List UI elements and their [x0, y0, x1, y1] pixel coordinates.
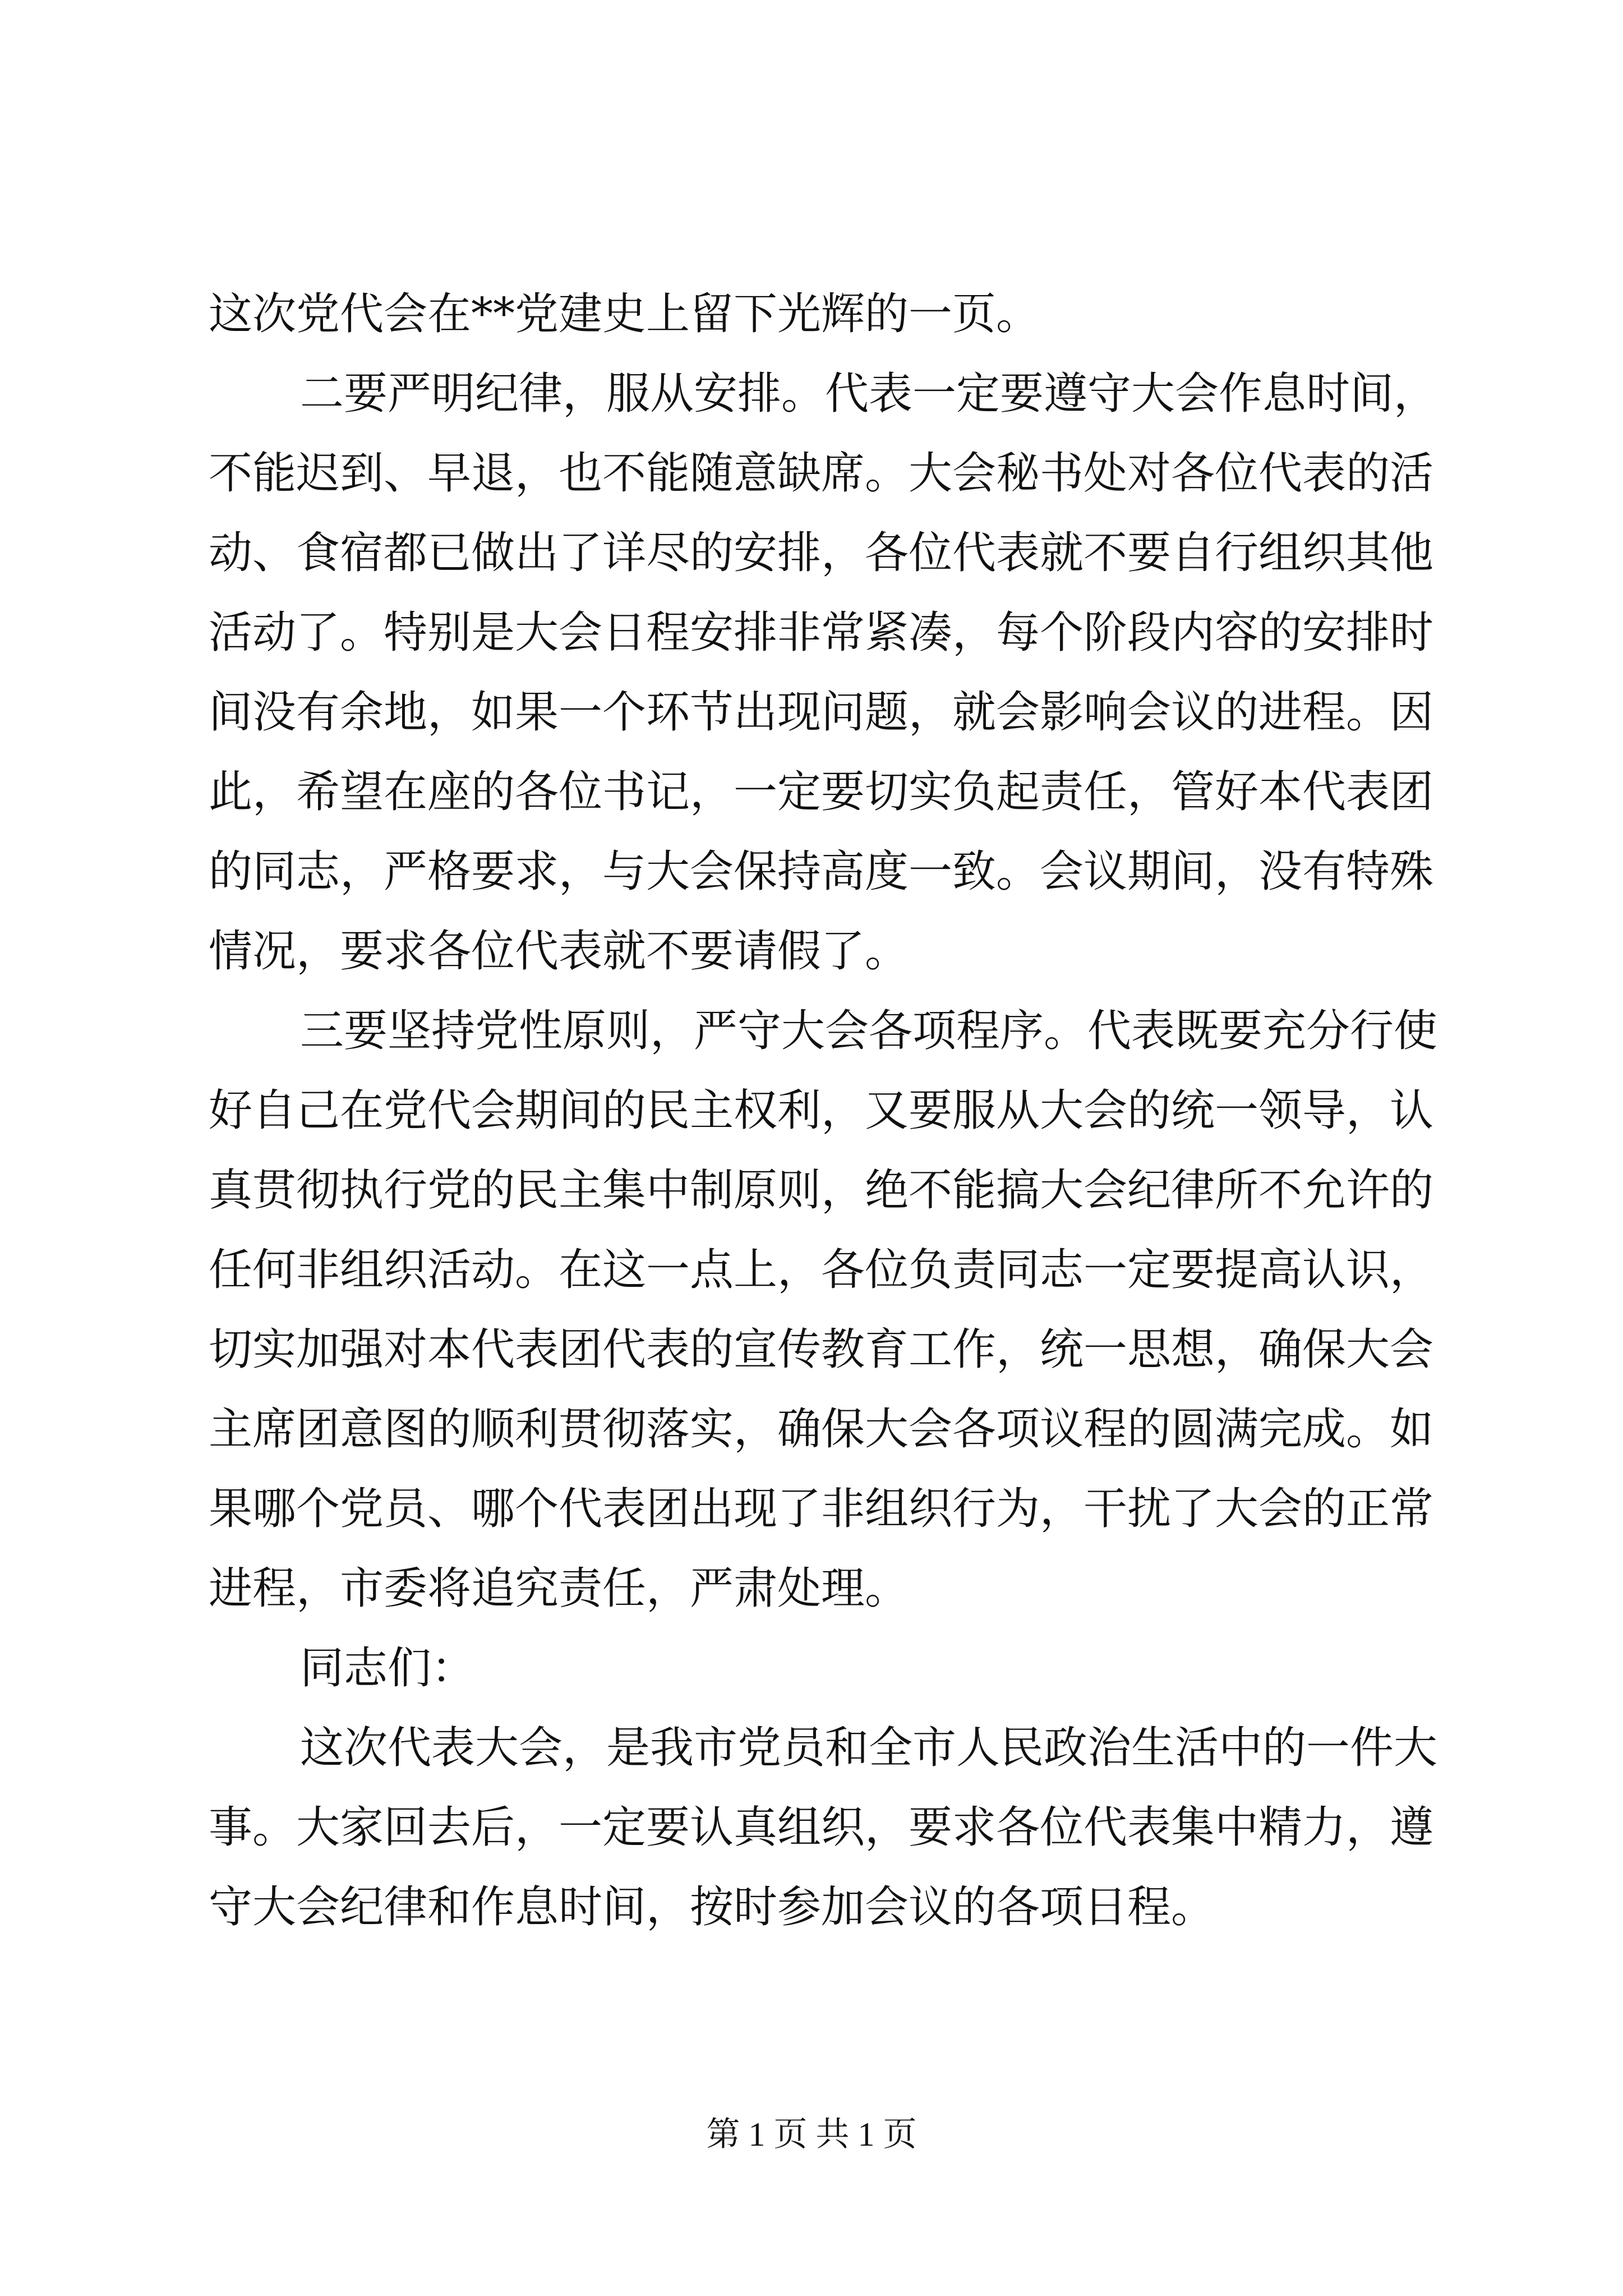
salutation-line: 同志们：: [300, 1643, 476, 1694]
text-line-2: 二要严明纪律，服从安排。代表一定要遵守大会作息时间，: [300, 369, 1438, 419]
text-line-16: 果哪个党员、哪个代表团出现了非组织行为，干扰了大会的正常: [209, 1484, 1434, 1534]
text-line-14: 切实加强对本代表团代表的宣传教育工作，统一思想，确保大会: [209, 1324, 1434, 1375]
text-line-15: 主席团意图的顺利贯彻落实，确保大会各项议程的圆满完成。如: [209, 1404, 1434, 1455]
text-line-13: 任何非组织活动。在这一点上，各位负责同志一定要提高认识，: [209, 1245, 1434, 1295]
text-line-10: 三要坚持党性原则，严守大会各项程序。代表既要充分行使: [300, 1006, 1438, 1056]
text-line-7: 此，希望在座的各位书记，一定要切实负起责任，管好本代表团: [209, 767, 1434, 817]
text-line-5: 活动了。特别是大会日程安排非常紧凑，每个阶段内容的安排时: [209, 608, 1434, 658]
text-line-21: 守大会纪律和作息时间，按时参加会议的各项日程。: [209, 1882, 1215, 1932]
text-line-1: 这次党代会在**党建史上留下光辉的一页。: [209, 289, 1040, 339]
text-line-20: 事。大家回去后，一定要认真组织，要求各位代表集中精力，遵: [209, 1802, 1434, 1853]
text-line-6: 间没有余地，如果一个环节出现问题，就会影响会议的进程。因: [209, 687, 1434, 738]
text-line-19: 这次代表大会，是我市党员和全市人民政治生活中的一件大: [300, 1723, 1438, 1773]
text-line-3: 不能迟到、早退，也不能随意缺席。大会秘书处对各位代表的活: [209, 448, 1434, 499]
text-line-9: 情况，要求各位代表就不要请假了。: [209, 926, 909, 977]
text-line-4: 动、食宿都已做出了详尽的安排，各位代表就不要自行组织其他: [209, 528, 1434, 578]
text-line-12: 真贯彻执行党的民主集中制原则，绝不能搞大会纪律所不允许的: [209, 1165, 1434, 1216]
text-line-8: 的同志，严格要求，与大会保持高度一致。会议期间，没有特殊: [209, 846, 1434, 897]
page-number-footer: 第 1 页 共 1 页: [706, 2116, 917, 2153]
text-line-11: 好自己在党代会期间的民主权利，又要服从大会的统一领导，认: [209, 1085, 1434, 1136]
text-line-17: 进程，市委将追究责任，严肃处理。: [209, 1563, 909, 1614]
